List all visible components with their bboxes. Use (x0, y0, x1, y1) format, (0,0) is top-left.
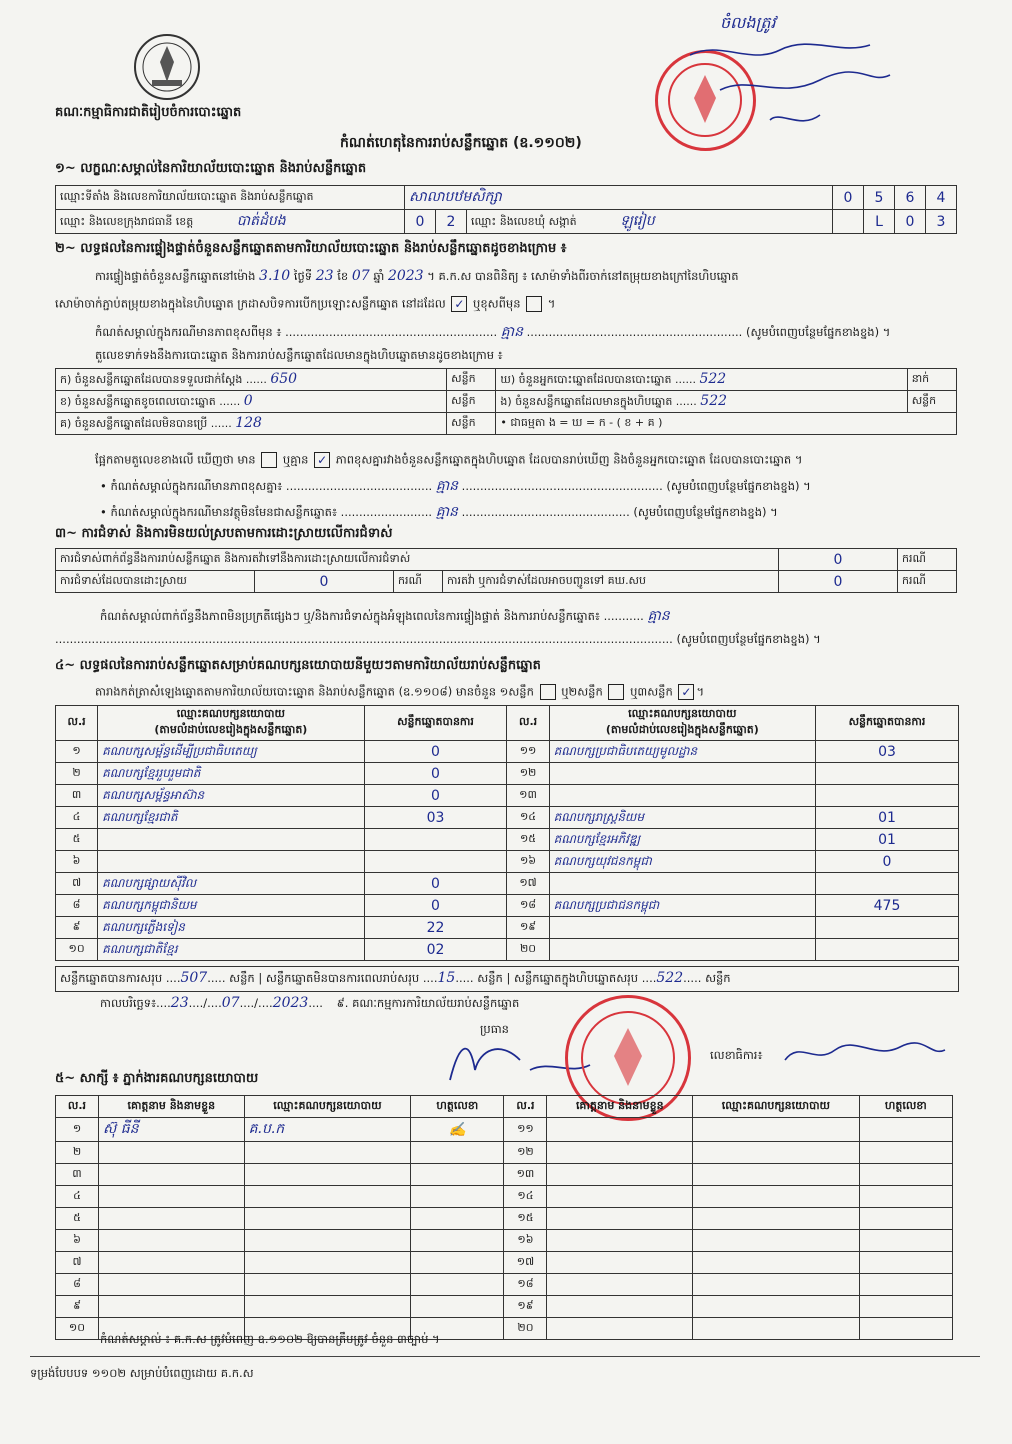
row-number: ១ (56, 741, 98, 763)
empty-cell (859, 1230, 952, 1252)
chair-label: ប្រធាន (480, 1022, 509, 1036)
witness-signature (411, 1208, 504, 1230)
empty-cell (547, 1274, 693, 1296)
empty-cell (859, 1252, 952, 1274)
witness-signature (411, 1164, 504, 1186)
complaints-count: 0 (779, 549, 898, 571)
row-number: ១៨ (507, 895, 549, 917)
party-votes: 01 (815, 807, 958, 829)
party-row (56, 763, 959, 785)
party-name (98, 829, 364, 851)
verify-month: 07 (351, 268, 370, 284)
difference-check-line: ផ្អែកតាមតួលេខខាងលើ ឃើញថា មាន ឬគ្មាន ✓ ភាពខុសគ្នារវាងចំនួនសន្លឹកឆ្នោតក្នុងហិបឆ្នោត ដែលបានរាប់ឃើញ និងចំនួនអ្នកបោះឆ្នោត ដែលបានបោះឆ្នោត ។ (95, 452, 803, 467)
empty-cell (693, 1274, 860, 1296)
party-name: គណបក្សសម្ព័ន្ធអាស៊ាន (98, 785, 364, 807)
empty-cell (547, 1142, 693, 1164)
party-name (549, 917, 815, 939)
row-number: ១២ (504, 1142, 547, 1164)
witness-name (98, 1186, 244, 1208)
empty-cell (859, 1274, 952, 1296)
witness-name (98, 1296, 244, 1318)
row-number: ៨ (56, 895, 98, 917)
party-name (549, 873, 815, 895)
verify-time: 3.10 (259, 268, 291, 284)
witness-party (244, 1164, 411, 1186)
party-row (56, 895, 959, 917)
party-name (549, 785, 815, 807)
witness-row (56, 1164, 953, 1186)
empty-cell (859, 1142, 952, 1164)
witness-row (56, 1274, 953, 1296)
bullet-foreign-objects: • កំណត់សម្គាល់ក្នុងករណីមានវត្ថុមិនមែនជាសន្លឹកឆ្នោត៖ ......................... គ្មាន .............................................. (សូមបំពេញបន្ថែមផ្នែកខាងខ្នង) ។ (100, 504, 778, 520)
witness-name (98, 1252, 244, 1274)
row-number: ៧ (56, 873, 98, 895)
ballots-in-box: 522 (700, 392, 728, 409)
row-number: ១៣ (507, 785, 549, 807)
empty-cell (693, 1164, 860, 1186)
row-number: ១៥ (504, 1208, 547, 1230)
row-number: ១១ (507, 741, 549, 763)
witness-party (244, 1208, 411, 1230)
party-votes: 475 (815, 895, 958, 917)
empty-cell (693, 1118, 860, 1142)
empty-cell (693, 1296, 860, 1318)
empty-cell (547, 1230, 693, 1252)
row-number: ១៩ (504, 1296, 547, 1318)
party-row (56, 741, 959, 763)
party-votes: 22 (364, 917, 507, 939)
witness-row (56, 1296, 953, 1318)
commune-value: ឡូរៀប (620, 213, 655, 229)
party-votes: 0 (364, 895, 507, 917)
date-line: កាលបរិច្ឆេទ៖....23..../....07..../....2023.... ៩. គណៈកម្មការការិយាល័យរាប់សន្លឹកឆ្នោត (100, 995, 520, 1011)
empty-cell (547, 1318, 693, 1340)
witness-signature (411, 1230, 504, 1252)
party-votes: 01 (815, 829, 958, 851)
party-votes (364, 829, 507, 851)
row-number: ១៣ (504, 1164, 547, 1186)
row-number: ២០ (504, 1318, 547, 1340)
party-votes (815, 939, 958, 961)
party-results-table: ល.រ ឈ្មោះគណបក្សនយោបាយ (តាមលំដាប់លេខរៀងក្នុងសន្លឹកឆ្នោត) សន្លឹកឆ្នោតបានការ ល.រ ឈ្មោះគណបក្សនយោបាយ (តាមលំដាប់លេខរៀងក្នុងសន្លឹកឆ្នោត) សន្លឹកឆ្នោតបានការ ១ គណបក្សសម្ព័ន្ធដើម្បីប្រជាធិបតេយ្យ 0 ១១ គណបក្សប្រជាធិបតេយ្យមូលដ្ឋាន 03 ២ គណបក្សខ្មែររួបរួមជាតិ 0 ១២ ៣ គណបក្សសម្ព័ន្ធអាស៊ាន 0 ១៣ ៤ គណបក្សខ្មែរជាតិ 03 ១៤ គណបក្សរាស្ត្រនិយម 01 ៥ ១៥ គណបក្សខ្មែរអភិវឌ្ឍ 01 ៦ ១៦ គណបក្សយុវជនកម្ពុជា 0 ៧ គណបក្សផ្សាយស៊ីវិល 0 ១៧ ៨ គណបក្សកម្ពុជានិយម 0 ១៨ គណបក្សប្រជាជនកម្ពុជា 475 ៩ គណបក្សភ្លើងទៀន 22 ១៩ ១០ គណបក្សជាតិខ្មែរ 02 ២០ (55, 705, 959, 961)
section-2-title: ២~ លទ្ធផលនៃការផ្ទៀងផ្ទាត់ចំនួនសន្លឹកឆ្នោតតាមការិយាល័យបោះឆ្នោត និងរាប់សន្លឹកឆ្នោតដូចខាងក្រោម ៖ (55, 241, 567, 256)
office-digit: 0 (833, 186, 864, 210)
party-row (56, 939, 959, 961)
row-number: ១៥ (507, 829, 549, 851)
ballots-spoiled: 0 (243, 392, 253, 409)
location-table (55, 185, 957, 234)
voters-voted: 522 (699, 370, 727, 387)
party-votes: 0 (364, 873, 507, 895)
row-number: ១២ (507, 763, 549, 785)
witness-signature: ✍ (411, 1118, 504, 1142)
party-name: គណបក្សយុវជនកម្ពុជា (549, 851, 815, 873)
party-name: គណបក្សសម្ព័ន្ធដើម្បីប្រជាធិបតេយ្យ (98, 741, 364, 763)
total-in-box: 522 (656, 970, 684, 986)
footer-divider (30, 1356, 980, 1357)
witness-row (56, 1208, 953, 1230)
section-4-title: ៤~ លទ្ធផលនៃការរាប់សន្លឹកឆ្នោតសម្រាប់គណបក្សនយោបាយនីមួយៗតាមការិយាល័យរាប់សន្លឹកឆ្នោត (55, 658, 541, 673)
row-number: ៥ (56, 829, 98, 851)
committee-logo (132, 32, 202, 102)
office-digit: 5 (864, 186, 895, 210)
empty-cell (859, 1296, 952, 1318)
witness-party (244, 1142, 411, 1164)
empty-cell (547, 1186, 693, 1208)
total-invalid: 15 (437, 970, 456, 986)
witness-row (56, 1118, 953, 1142)
secretary-signature (780, 1035, 950, 1070)
ballot-figures-table: ក) ចំនួនសន្លឹកឆ្នោតដែលបានទទួលជាក់ស្តែង ...... 650 សន្លឹក ឃ) ចំនួនអ្នកបោះឆ្នោតដែលបានបោះឆ្នោត ...... 522 នាក់ ខ) ចំនួនសន្លឹកឆ្នោតខូចពេលបោះឆ្នោត ...... 0 សន្លឹក ង) ចំនួនសន្លឹកឆ្នោតដែលមានក្នុងហិបឆ្នោត ...... 522 សន្លឹក គ) ចំនួនសន្លឹកឆ្នោតដែលមិនបានប្រើ ...... 128 សន្លឹក • ជាធម្មតា ង = ឃ = ក - ( ខ + គ ) (55, 368, 957, 435)
witness-signature (411, 1274, 504, 1296)
unchanged-checkbox[interactable]: ✓ (451, 296, 467, 312)
witness-party (244, 1296, 411, 1318)
party-votes: 03 (364, 807, 507, 829)
handwritten-note-top: ចំលងត្រូវ (720, 13, 776, 32)
witness-table: ល.រ គោត្តនាម និងនាមខ្លួន ឈ្មោះគណបក្សនយោបាយ ហត្ថលេខា ល.រ គោត្តនាម និងនាមខ្លួន ឈ្មោះគណបក្សនយោបាយ ហត្ថលេខា ១ ស៊ុ ធីនី គ.ប.ក ✍ ១១ ២ ១២ ៣ ១៣ ៤ ១៤ ៥ ១៥ ៦ ១៦ ៧ ១៧ ៨ ១៨ ៩ ១៩ ១០ ២០ (55, 1095, 953, 1340)
party-row (56, 829, 959, 851)
witness-row (56, 1142, 953, 1164)
witness-party: គ.ប.ក (244, 1118, 411, 1142)
row-number: ៧ (56, 1252, 99, 1274)
empty-cell (693, 1230, 860, 1252)
irregularity-note-end: ......................................................................................................................................................................... (សូមបំពេញបន្ថែមផ្នែកខាងខ្នង) ។ (55, 632, 821, 646)
witness-signature (411, 1142, 504, 1164)
party-votes: 0 (815, 851, 958, 873)
witness-name (98, 1142, 244, 1164)
row-number: ២ (56, 763, 98, 785)
empty-cell (859, 1164, 952, 1186)
row-number: ១៦ (507, 851, 549, 873)
office-digit: 4 (926, 186, 957, 210)
figures-intro: តួលេខទាក់ទងនឹងការបោះឆ្នោត និងការរាប់សន្លឹកឆ្នោតដែលមានក្នុងហិបឆ្នោតមានដូចខាងក្រោម ៖ (95, 348, 503, 362)
office-value: សាលាបឋមសិក្សា (405, 186, 833, 210)
one-sheet-checkbox[interactable] (540, 684, 556, 700)
row-number: ១៨ (504, 1274, 547, 1296)
row-number: ៦ (56, 851, 98, 873)
commune-label: ឈ្មោះ និងលេខឃុំ សង្កាត់ ឡូរៀប (467, 210, 833, 234)
row-number: ១ (56, 1118, 99, 1142)
party-name (549, 763, 815, 785)
office-label: ឈ្មោះទីតាំង និងលេខការិយាល័យបោះឆ្នោត និងរាប់សន្លឹកឆ្នោត (56, 186, 405, 210)
row-number: ១០ (56, 1318, 99, 1340)
office-digit: 6 (895, 186, 926, 210)
verification-line-2: សោម៉ាចាក់ភ្ជាប់តម្រុយខាងក្នុងនៃហិបឆ្នោត ក្រដាសបិទការបើកប្រឡោះសន្លឹកឆ្នោត នៅដដែល ✓ ឬខុសពីមុន ។ (55, 296, 556, 311)
witness-party (244, 1252, 411, 1274)
province-value: បាត់ដំបង (236, 213, 286, 229)
secretary-label: លេខាធិការ៖ (710, 1048, 763, 1062)
party-name: គណបក្សខ្មែររួបរួមជាតិ (98, 763, 364, 785)
empty-cell (547, 1252, 693, 1274)
witness-row (56, 1186, 953, 1208)
party-name (549, 939, 815, 961)
sheet-count-line: តារាងកត់ត្រាសំឡេងឆ្នោតតាមការិយាល័យបោះឆ្នោត និងរាប់សន្លឹកឆ្នោត (ឧ.១១០៨) មានចំនួន ១សន្លឹក ឬ២សន្លឹក ឬ៣សន្លឹក ✓ ។ (95, 684, 705, 699)
witness-party (244, 1274, 411, 1296)
province-label: ឈ្មោះ និងលេខក្រុងរាជធានី ខេត្ត បាត់ដំបង (56, 210, 405, 234)
party-row (56, 851, 959, 873)
commune-digit: 0 (895, 210, 926, 234)
section-3-title: ៣~ ការជំទាស់ និងការមិនយល់ស្របតាមការដោះស្រាយលើការជំទាស់ (55, 526, 393, 541)
party-name: គណបក្សប្រជាធិបតេយ្យមូលដ្ឋាន (549, 741, 815, 763)
party-votes: 0 (364, 741, 507, 763)
party-name: គណបក្សខ្មែរអភិវឌ្ឍ (549, 829, 815, 851)
footnote: កំណត់សម្គាល់ ៖ គ.ក.ស ត្រូវបំពេញ ឧ.១១០២ ឱ្យបានត្រឹមត្រូវ ចំនួន ៣ច្បាប់ ។ (100, 1332, 440, 1346)
no-difference-checkbox[interactable]: ✓ (314, 452, 330, 468)
signature-top (680, 35, 910, 145)
row-number: ១៤ (504, 1186, 547, 1208)
row-number: ៨ (56, 1274, 99, 1296)
empty-cell (547, 1296, 693, 1318)
three-sheet-checkbox[interactable]: ✓ (678, 684, 694, 700)
irregularity-note: កំណត់សម្គាល់ពាក់ព័ន្ធនឹងភាពមិនប្រក្រតីផ្សេងៗ ឬ/និងការជំទាស់ក្នុងអំឡុងពេលនៃការផ្ទៀងផ្ទាត់ និងការរាប់សន្លឹកឆ្នោត៖ ........... គ្មាន (100, 608, 670, 624)
totals-row: សន្លឹកឆ្នោតបានការសរុប ....507..... សន្លឹក | សន្លឹកឆ្នោតមិនបានការពេលរាប់សរុប ....15..... សន្លឹក | សន្លឹកឆ្នោតក្នុងហិបឆ្នោតសរុប ....522..... សន្លឹក (55, 966, 959, 992)
party-row (56, 917, 959, 939)
party-name: គណបក្សរាស្ត្រនិយម (549, 807, 815, 829)
bullet-difference: • កំណត់សម្គាល់ក្នុងករណីមានភាពខុសគ្នា៖ ........................................ គ្មាន ....................................................... (សូមបំពេញបន្ថែមផ្នែកខាងខ្នង) ។ (100, 478, 811, 494)
commune-digit: L (864, 210, 895, 234)
section-1-title: ១~ លក្ខណៈសម្គាល់នៃការិយាល័យបោះឆ្នោត និងរាប់សន្លឹកឆ្នោត (55, 161, 367, 176)
witness-name (98, 1164, 244, 1186)
party-row (56, 807, 959, 829)
witness-party (244, 1186, 411, 1208)
empty-cell (859, 1208, 952, 1230)
verify-year: 2023 (387, 268, 424, 284)
row-number: ៣ (56, 785, 98, 807)
complaints-table: ការជំទាស់ពាក់ព័ន្ធនឹងការរាប់សន្លឹកឆ្នោត និងការតវ៉ាទៅនឹងការដោះស្រាយលើការជំទាស់ 0 ករណី ការជំទាស់ដែលបានដោះស្រាយ 0 ករណី ការតវ៉ា ឬការជំទាស់ដែលអាចបញ្ជូនទៅ គឃ.សប 0 ករណី (55, 548, 957, 593)
party-votes (364, 851, 507, 873)
empty-cell (693, 1186, 860, 1208)
ballots-unused: 128 (235, 414, 262, 431)
party-votes: 0 (364, 785, 507, 807)
forwarded-count: 0 (779, 571, 898, 593)
empty-cell (547, 1118, 693, 1142)
row-number: ១៦ (504, 1230, 547, 1252)
witness-row (56, 1252, 953, 1274)
witness-name (98, 1274, 244, 1296)
form-title: កំណត់ហេតុនៃការរាប់សន្លឹកឆ្នោត (ឧ.១១០២) (340, 135, 582, 151)
row-number: ១០ (56, 939, 98, 961)
witness-signature (411, 1296, 504, 1318)
witness-signature (411, 1252, 504, 1274)
row-number: ៤ (56, 1186, 99, 1208)
province-digit: 0 (405, 210, 436, 234)
verification-line-1: ការផ្ទៀងផ្ទាត់ចំនួនសន្លឹកឆ្នោតនៅម៉ោង 3.10 ថ្ងៃទី 23 ខែ 07 ឆ្នាំ 2023 ។ គ.ក.ស បានពិនិត្យ ៖ សោម៉ាទាំងពីរចាក់នៅតម្រុយខាងក្រៅនៃហិបឆ្នោត (95, 268, 739, 284)
commune-digit: 3 (926, 210, 957, 234)
party-name: គណបក្សប្រជាជនកម្ពុជា (549, 895, 815, 917)
witness-name (98, 1230, 244, 1252)
row-number: ៩ (56, 1296, 99, 1318)
verify-day: 23 (315, 268, 334, 284)
party-votes (815, 873, 958, 895)
changed-checkbox[interactable] (526, 296, 542, 312)
party-votes: 03 (815, 741, 958, 763)
party-name: គណបក្សភ្លើងទៀន (98, 917, 364, 939)
section-5-title: ៥~ សាក្សី ៖ ភ្នាក់ងារគណបក្សនយោបាយ (55, 1071, 259, 1086)
has-difference-checkbox[interactable] (261, 452, 277, 468)
ballots-received: 650 (270, 370, 298, 387)
resolved-count: 0 (255, 571, 394, 593)
empty-cell (547, 1208, 693, 1230)
witness-name (98, 1208, 244, 1230)
difference-note: កំណត់សម្គាល់ក្នុងករណីមានភាពខុសពីមុន ៖ .......................................................... គ្មាន ........................................................... (សូមបំពេញបន្ថែមផ្នែកខាងខ្នង) ។ (95, 324, 891, 340)
witness-name: ស៊ុ ធីនី (98, 1118, 244, 1142)
empty-cell (693, 1142, 860, 1164)
total-valid: 507 (180, 970, 208, 986)
party-name: គណបក្សជាតិខ្មែរ (98, 939, 364, 961)
witness-signature (411, 1186, 504, 1208)
empty-cell (693, 1252, 860, 1274)
row-number: ២ (56, 1142, 99, 1164)
party-name (98, 851, 364, 873)
row-number: ៤ (56, 807, 98, 829)
party-name: គណបក្សផ្សាយស៊ីវិល (98, 873, 364, 895)
empty-cell (693, 1208, 860, 1230)
witness-party (244, 1230, 411, 1252)
party-row (56, 785, 959, 807)
row-number: ៩ (56, 917, 98, 939)
empty-cell (547, 1164, 693, 1186)
witness-row (56, 1230, 953, 1252)
row-number: ១៩ (507, 917, 549, 939)
party-name: គណបក្សកម្ពុជានិយម (98, 895, 364, 917)
province-digit: 2 (436, 210, 467, 234)
party-votes (815, 785, 958, 807)
row-number: ៦ (56, 1230, 99, 1252)
form-note: ទម្រង់បែបបទ ១១០២ សម្រាប់បំពេញដោយ គ.ក.ស (30, 1366, 254, 1380)
organization-name: គណៈកម្មាធិការជាតិរៀបចំការបោះឆ្នោត (55, 105, 242, 120)
party-votes: 02 (364, 939, 507, 961)
row-number: ៣ (56, 1164, 99, 1186)
row-number: ១១ (504, 1118, 547, 1142)
empty-cell (859, 1186, 952, 1208)
empty-cell (693, 1318, 860, 1340)
party-votes: 0 (364, 763, 507, 785)
row-number: ២០ (507, 939, 549, 961)
party-row (56, 873, 959, 895)
row-number: ១៧ (507, 873, 549, 895)
row-number: ១៧ (504, 1252, 547, 1274)
party-votes (815, 763, 958, 785)
party-name: គណបក្សខ្មែរជាតិ (98, 807, 364, 829)
two-sheet-checkbox[interactable] (608, 684, 624, 700)
empty-cell (859, 1318, 952, 1340)
empty-cell (859, 1118, 952, 1142)
row-number: ១៤ (507, 807, 549, 829)
row-number: ៥ (56, 1208, 99, 1230)
party-votes (815, 917, 958, 939)
